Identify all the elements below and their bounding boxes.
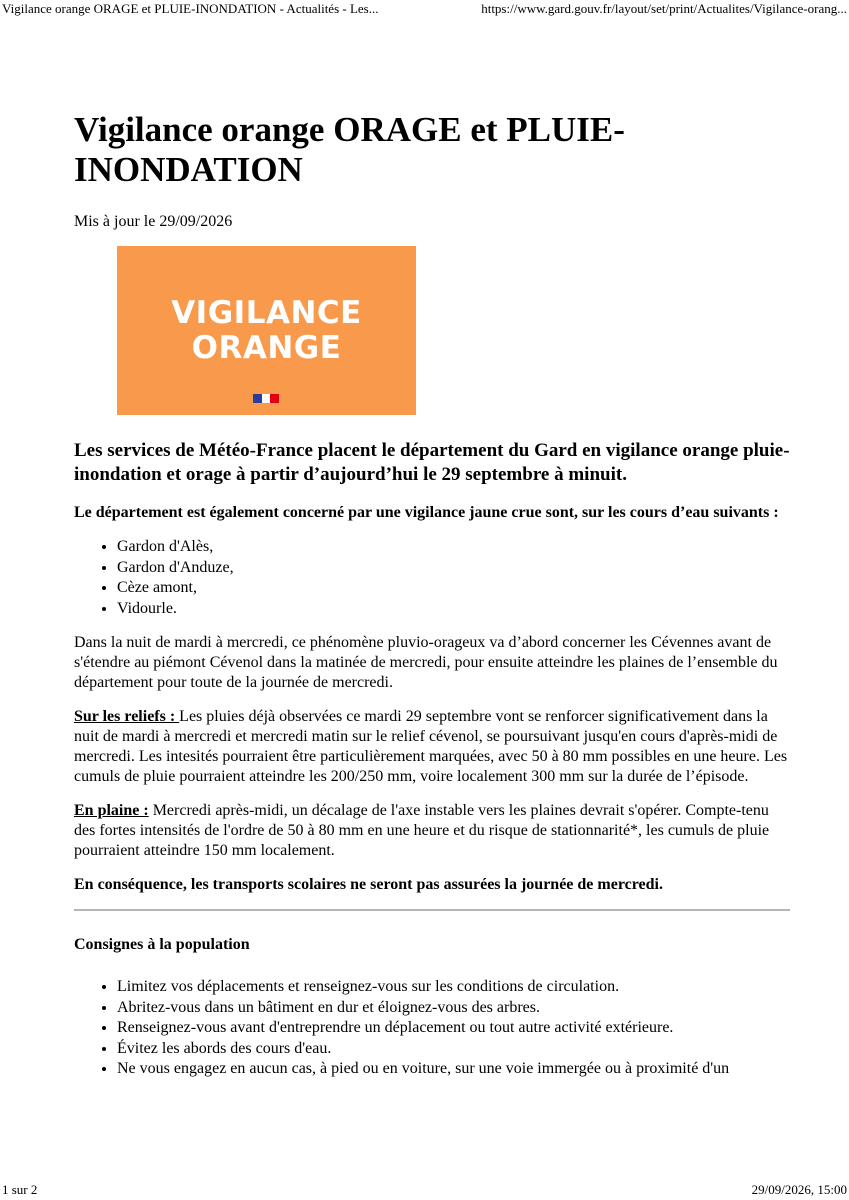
updated-date: Mis à jour le 29/09/2026 — [74, 213, 233, 230]
print-datetime: 29/09/2026, 15:00 — [751, 1182, 847, 1197]
plaine-text: Mercredi après-midi, un décalage de l'axe instable vers les plaines devrait s'opérer. Compte-tenu des fortes intensités de l'ordre de 50 à 80 mm en une heure et du risque de stationnarité*, les cumuls de pluie pourraient atteindre 150 mm localement. — [74, 802, 770, 859]
list-item: • Gardon d'Anduze, — [117, 558, 790, 579]
list-item: • Vidourle. — [117, 599, 790, 620]
print-header-title: Vigilance orange ORAGE et PLUIE-INONDATION - Actualités - Les... — [2, 1, 379, 16]
list-item: • Évitez les abords des cours d'eau. — [117, 1039, 790, 1060]
print-footer — [0, 1182, 849, 1200]
reliefs-text: Les pluies déjà observées ce mardi 29 septembre vont se renforcer significativement dans la nuit de mardi à mercredi et mercredi matin sur le relief cévenol, se poursuivant jusqu'en cours d'après-midi de mercredi. Les intesités pourraient être particulièrement marquées, avec 50 à 80 mm possibles en une heure. Les cumuls de pluie pourraient atteindre les 200/250 mm, voire localement 300 mm sur la durée de l’épisode. — [74, 708, 788, 785]
list-item: • Ne vous engagez en aucun cas, à pied ou en voiture, sur une voie immergée ou à proximité d'un — [117, 1059, 790, 1080]
paragraph-nuit: Dans la nuit de mardi à mercredi, ce phénomène pluvio-orageux va d’abord concerner les Cévennes avant de s'étendre au piémont Cévenol dans la matinée de mercredi, pour ensuite atteindre les plaines de l’ensemble du département pour toute de la journée de mercredi. — [74, 634, 778, 691]
vigilance-image-text — [117, 296, 416, 366]
print-header-url: https://www.gard.gouv.fr/layout/set/print/Actualites/Vigilance-orang... — [481, 1, 847, 16]
page-number: 1 sur 2 — [2, 1182, 38, 1197]
article — [74, 110, 790, 1094]
consignes-title: Consignes à la population — [74, 936, 250, 953]
french-flag-icon — [253, 394, 279, 403]
paragraph-plaine — [74, 801, 790, 861]
divider — [74, 909, 790, 911]
rivers-list — [74, 537, 790, 619]
print-header — [0, 0, 849, 20]
list-item: • Cèze amont, — [117, 578, 790, 599]
vigilance-orange-image — [117, 246, 416, 415]
list-item: • Gardon d'Alès, — [117, 537, 790, 558]
paragraph-reliefs — [74, 707, 790, 787]
consignes-list — [74, 977, 790, 1080]
list-item: • Renseignez-vous avant d'entreprendre un déplacement ou tout autre activité extérieure. — [117, 1018, 790, 1039]
plaine-label: En plaine : — [74, 802, 149, 819]
vigilance-jaune-intro: Le département est également concerné par une vigilance jaune crue sont, sur les cours d’eau suivants : — [74, 504, 779, 521]
vigilance-image-line2: ORANGE — [191, 330, 342, 366]
list-item: • Abritez-vous dans un bâtiment en dur et éloignez-vous des arbres. — [117, 998, 790, 1019]
page-title: Vigilance orange ORAGE et PLUIE-INONDATION — [74, 110, 625, 189]
reliefs-label: Sur les reliefs : — [74, 708, 180, 725]
list-item: • Limitez vos déplacements et renseignez-vous sur les conditions de circulation. — [117, 977, 790, 998]
vigilance-image-line1: VIGILANCE — [171, 295, 362, 331]
consequence-text: En conséquence, les transports scolaires ne seront pas assurées la journée de mercredi. — [74, 876, 663, 893]
lead-paragraph: Les services de Météo-France placent le département du Gard en vigilance orange pluie-inondation et orage à partir d’aujourd’hui le 29 septembre à minuit. — [74, 440, 790, 485]
